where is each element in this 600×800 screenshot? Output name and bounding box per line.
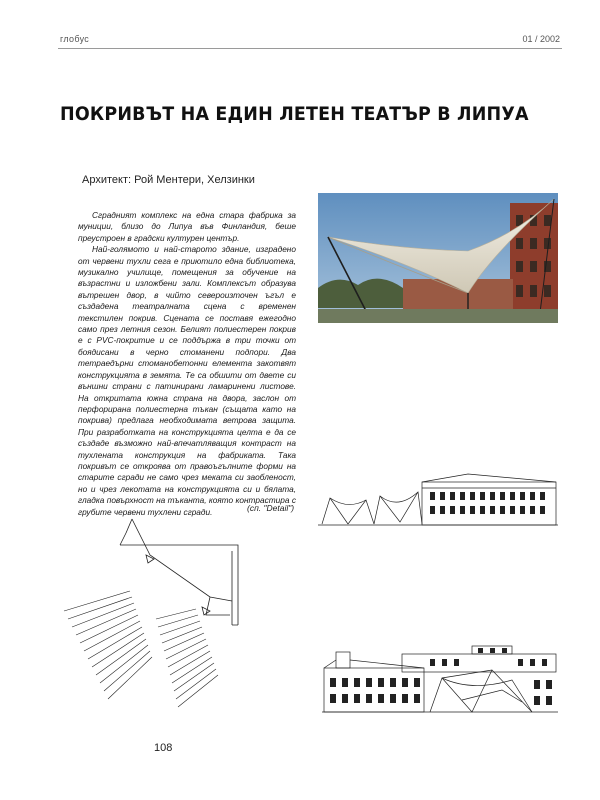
elevation-drawing-top: [318, 470, 558, 530]
article-body: [78, 210, 296, 518]
paragraph-2: Най-голямото и най-старото здание, изградено от червени тухли сега е приютило една библиотека, музикално училище, помещения за обучение на възрастни и изложбени зали. Комплексът образува вътрешен двор, в чийто североизточен ъгъл е създадена театралната сцена с временен текстилен покрив. Сцената се поставя ежегодно само през летния сезон. Белият полиестерен покрив е с PVC-покритие и се поддържа в три точки от боядисани в черно стоманени подпори. Два тетраедърни стоманобетонни елемента закотвят конструкцията в земята. Те са обшити от двете си външни страни с патинирани ламаринени листове. На откритата южна страна на двора, заслон от перфорирана полиестерна тъкан (същата като на покрива) предлага необходимата ветрова защита. При разработката на конструкцията целта е да се създаде възможно най-впечатляващия контраст на тухлената конструкция на фабриката. Така покривът се откроява от правоъгълните форми на старите сгради не само чрез меката си заобленост, но и чрез лекотата на конструкцията си и бялата, гладка повърхност на тъканта, която контрастира с грубите червени тухлени сгради.: [78, 244, 296, 517]
paragraph-1: Сградният комплекс на една стара фабрика за муниции, близо до Липуа във Финландия, беше преустроен в градски културен център.: [78, 210, 296, 243]
source-credit: (сп. "Detail"): [247, 503, 295, 513]
running-header-issue: 01 / 2002: [522, 34, 560, 44]
elevation-drawing-bottom: [322, 640, 558, 715]
article-author: Архитект: Рой Ментери, Хелзинки: [82, 174, 255, 186]
article-title: ПОКРИВЪТ НА ЕДИН ЛЕТЕН ТЕАТЪР В ЛИПУА: [60, 103, 529, 125]
site-plan-drawing: [60, 515, 250, 725]
running-header-section: глобус: [60, 34, 90, 44]
page-number: 108: [154, 742, 173, 754]
canopy-photo: [318, 193, 558, 323]
header-rule: [58, 48, 562, 49]
